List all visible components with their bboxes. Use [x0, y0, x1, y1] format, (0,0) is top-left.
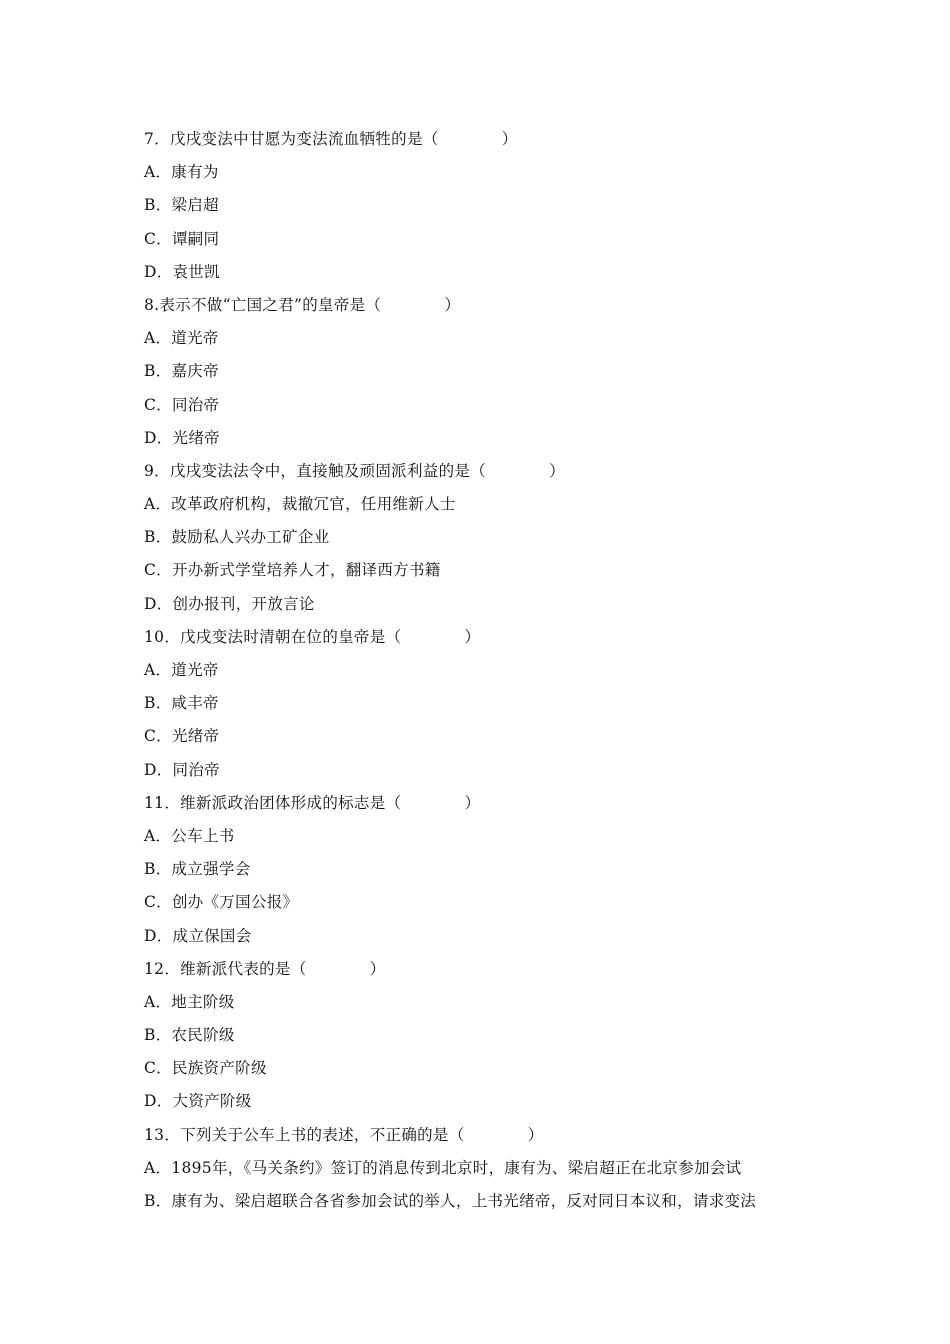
- option-c: C．开办新式学堂培养人才，翻译西方书籍: [144, 561, 441, 580]
- option-a: A．公车上书: [144, 826, 235, 845]
- question-stem: 12．维新派代表的是（ ）: [144, 959, 386, 978]
- question-stem: 10．戊戌变法时清朝在位的皇帝是（ ）: [144, 627, 481, 646]
- option-a: A．道光帝: [144, 329, 219, 348]
- option-c: C．同治帝: [144, 395, 220, 414]
- option-b: B．成立强学会: [144, 860, 251, 879]
- question-stem: 7．戊戌变法中甘愿为变法流血牺牲的是（ ）: [144, 130, 518, 148]
- question-stem: 11．维新派政治团体形成的标志是（ ）: [144, 793, 481, 812]
- option-a: A．改革政府机构，裁撤冗官，任用维新人士: [144, 495, 456, 514]
- question-stem: 8.表示不做“亡国之君”的皇帝是（ ）: [144, 295, 461, 314]
- option-b: B．鼓励私人兴办工矿企业: [144, 528, 330, 547]
- option-c: C．光绪帝: [144, 727, 220, 746]
- question-stem: 13．下列关于公车上书的表述，不正确的是（ ）: [144, 1125, 544, 1144]
- option-b: B．嘉庆帝: [144, 362, 219, 381]
- option-d: D．袁世凯: [144, 262, 220, 281]
- question-stem: 9．戊戌变法法令中，直接触及顽固派利益的是（ ）: [144, 461, 565, 480]
- option-a: A．康有为: [144, 163, 219, 182]
- option-b: B．农民阶级: [144, 1026, 235, 1045]
- option-c: C．谭嗣同: [144, 229, 220, 248]
- option-a: A．1895年，《马关条约》签订的消息传到北京时，康有为、梁启超正在北京参加会试: [144, 1158, 742, 1177]
- option-d: D．成立保国会: [144, 926, 252, 945]
- option-d: D．同治帝: [144, 760, 220, 779]
- option-c: C．民族资产阶级: [144, 1059, 267, 1078]
- question-list: [144, 123, 824, 1218]
- option-d: D．创办报刊，开放言论: [144, 594, 315, 613]
- option-c: C．创办《万国公报》: [144, 893, 299, 912]
- option-a: A．地主阶级: [144, 992, 235, 1011]
- option-a: A．道光帝: [144, 661, 219, 679]
- option-d: D．光绪帝: [144, 428, 220, 447]
- option-b: B．康有为、梁启超联合各省参加会试的举人，上书光绪帝，反对同日本议和，请求变法: [144, 1192, 757, 1210]
- option-d: D．大资产阶级: [144, 1092, 252, 1111]
- option-b: B．咸丰帝: [144, 694, 219, 713]
- option-b: B．梁启超: [144, 196, 219, 215]
